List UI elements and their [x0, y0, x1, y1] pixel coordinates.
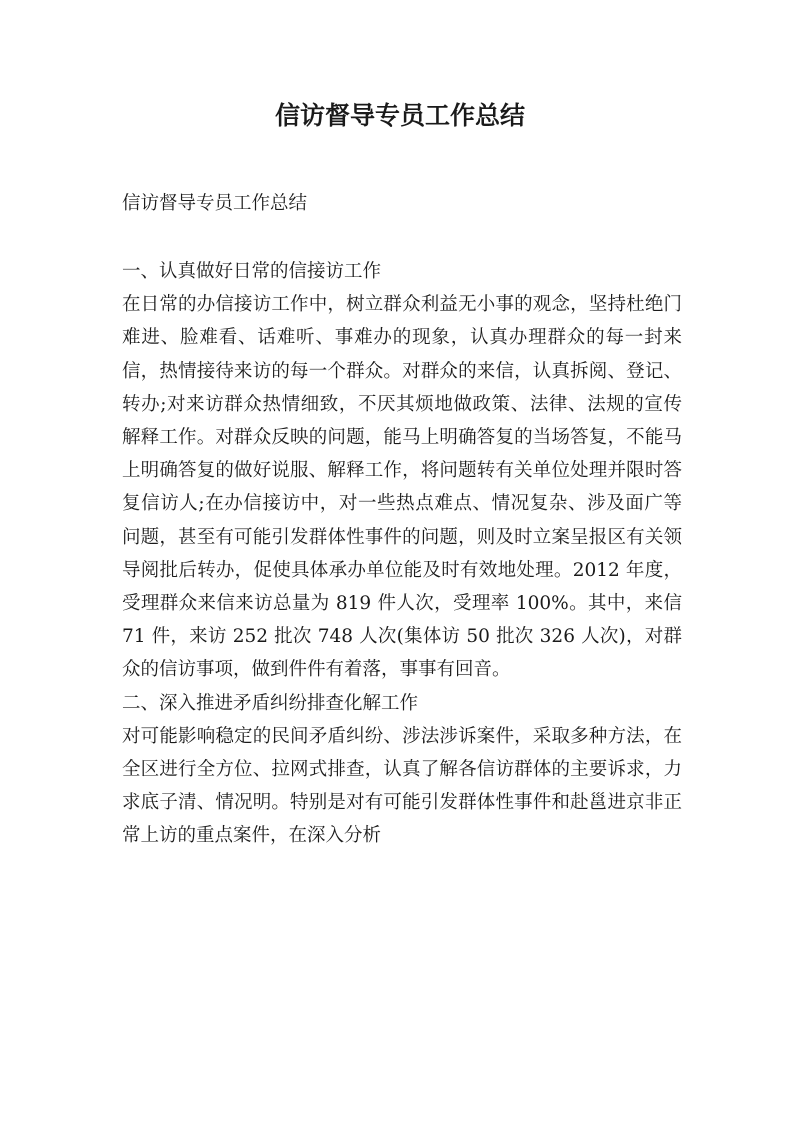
section-heading-1: 一、认真做好日常的信接访工作	[122, 261, 382, 282]
document-title: 信访督导专员工作总结	[274, 101, 525, 130]
section-heading-2: 二、深入推进矛盾纠纷排查化解工作	[122, 692, 419, 714]
document-body	[122, 186, 682, 853]
section-paragraph-2: 对可能影响稳定的民间矛盾纠纷、涉法涉诉案件，采取多种方法，在全区进行全方位、拉网式排查，认真了解各信访群体的主要诉求，力求底子清、情况明。特别是对有可能引发群体性事件和赴邕进京非正常上访的重点案件，在深入分析	[122, 725, 682, 847]
document-subtitle: 信访督导专员工作总结	[122, 193, 308, 214]
section-paragraph-1: 在日常的办信接访工作中，树立群众利益无小事的观念，坚持杜绝门难进、脸难看、话难听、事难办的现象，认真办理群众的每一封来信，热情接待来访的每一个群众。对群众的来信，认真拆阅、登记、转办;对来访群众热情细致，不厌其烦地做政策、法律、法规的宣传解释工作。对群众反映的问题，能马上明确答复的当场答复，不能马上明确答复的做好说服、解释工作，将问题转有关单位处理并限时答复信访人;在办信接访中，对一些热点难点、情况复杂、涉及面广等问题，甚至有可能引发群体性事件的问题，则及时立案呈报区有关领导阅批后转办，促使具体承办单位能及时有效地处理。2012 年度，受理群众来信来访总量为 819 件人次，受理率 100%。其中，来信 71 件，来访 252 批次 748 人次(集体访 50 批次 326 人次)，对群众的信访事项，做到件件有着落，事事有回音。	[122, 294, 682, 681]
